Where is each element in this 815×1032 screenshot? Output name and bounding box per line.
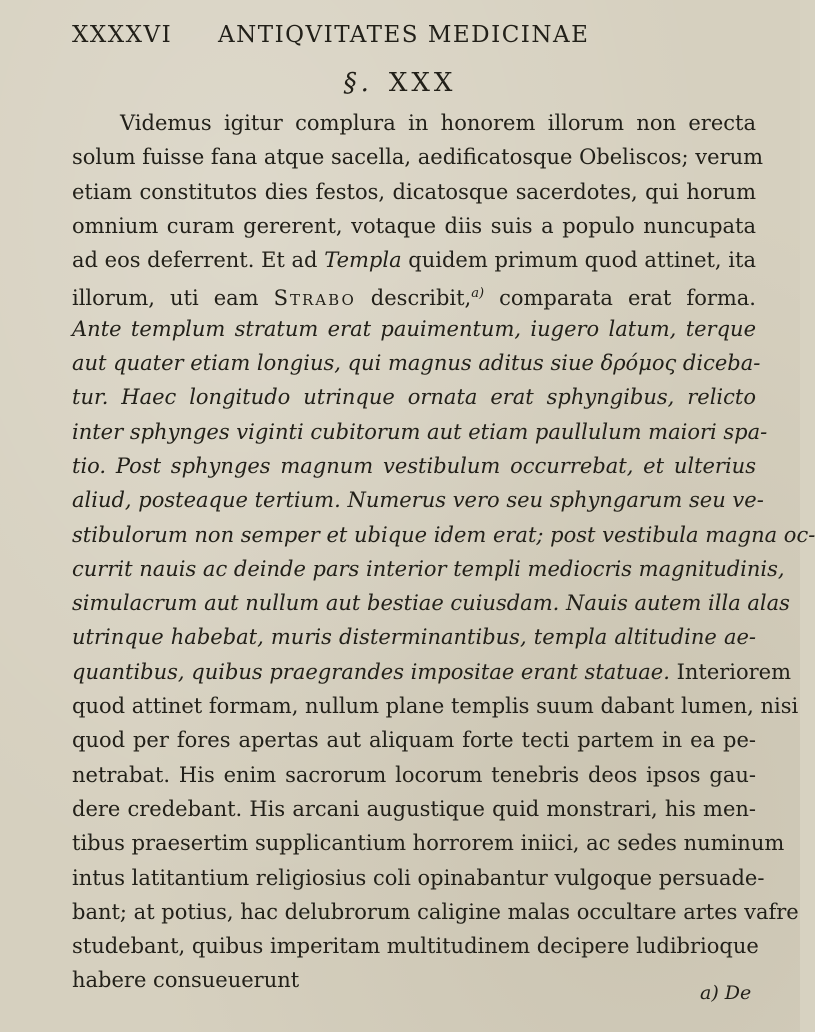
text-line xyxy=(72,277,756,311)
text-line: currit nauis ac deinde pars interior templi mediocris magnitudinis, xyxy=(72,556,785,581)
footnote-marker: a) xyxy=(471,286,485,302)
text-line: solum fuisse fana atque sacella, aedificatosque Obeliscos; verum xyxy=(72,145,764,170)
text-line: netrabat. His enim sacrorum locorum tenebris deos ipsos gau- xyxy=(72,762,756,787)
text-line: intus latitantium religiosius coli opinabantur vulgoque persuade- xyxy=(72,865,765,890)
page-header xyxy=(72,22,760,62)
text-line: tibus praesertim supplicantium horrorem iniici, ac sedes numinum xyxy=(72,831,785,856)
text-line: habere consueuerunt xyxy=(72,968,300,993)
text-line: simulacrum aut nullum aut bestiae cuiusdam. Nauis autem illa alas xyxy=(72,591,790,616)
text-line: utrinque habebat, muris disterminantibus, templa altitudine ae- xyxy=(72,625,756,650)
section-heading xyxy=(0,68,800,98)
author-name: Strabo xyxy=(273,286,356,311)
text-run: Interiorem xyxy=(676,659,792,684)
section-symbol: §. xyxy=(343,68,373,98)
text-line: Videmus igitur complura in honorem illorum non erecta xyxy=(120,111,756,135)
text-line: quod attinet formam, nullum plane templis suum dabant lumen, nisi xyxy=(72,694,799,719)
text-line: quod per fores apertas aut aliquam forte tecti partem in ea pe- xyxy=(72,728,756,753)
page-number: XXXXVI xyxy=(72,22,173,48)
text-line: dere credebant. His arcani augustique quid monstrari, his men- xyxy=(72,796,756,821)
text-run: ad eos deferrent. Et ad xyxy=(72,248,318,273)
text-line xyxy=(72,655,792,689)
body-text xyxy=(72,106,815,998)
text-line: tio. Post sphynges magnum vestibulum occurrebat, et ulterius xyxy=(72,453,756,478)
text-run: quidem primum quod attinet, ita xyxy=(408,248,756,273)
text-run-italic: quantibus, quibus praegrandes impositae erant statuae. xyxy=(72,659,670,684)
text-run-italic: Templa xyxy=(324,248,402,273)
section-number: XXX xyxy=(388,68,457,98)
text-line xyxy=(72,243,756,277)
text-line: etiam constitutos dies festos, dicatosque sacerdotes, qui horum xyxy=(72,179,756,204)
catchword: a) De xyxy=(700,982,752,1004)
text-run: describit, xyxy=(370,286,472,311)
text-line: Ante templum stratum erat pauimentum, iugero latum, terque xyxy=(72,316,756,341)
text-line: bant; at potius, hac delubrorum caligine malas occultare artes vafre xyxy=(72,899,799,924)
running-title: ANTIQVITATES MEDICINAE xyxy=(218,22,590,48)
text-line: inter sphynges viginti cubitorum aut etiam paullulum maiori spa- xyxy=(72,419,768,444)
text-line: tur. Haec longitudo utrinque ornata erat sphyngibus, relicto xyxy=(72,385,756,410)
text-line: studebant, quibus imperitam multitudinem decipere ludibrioque xyxy=(72,934,759,959)
text-run: comparata erat forma. xyxy=(499,286,756,311)
text-line: aut quater etiam longius, qui magnus aditus siue δρόμος diceba- xyxy=(72,351,761,376)
text-line: stibulorum non semper et ubique idem erat; post vestibula magna oc- xyxy=(72,522,815,547)
text-run: illorum, uti eam xyxy=(72,286,259,311)
text-line: aliud, posteaque tertium. Numerus vero seu sphyngarum seu ve- xyxy=(72,488,764,513)
text-line: omnium curam gererent, votaque diis suis a populo nuncupata xyxy=(72,213,756,238)
